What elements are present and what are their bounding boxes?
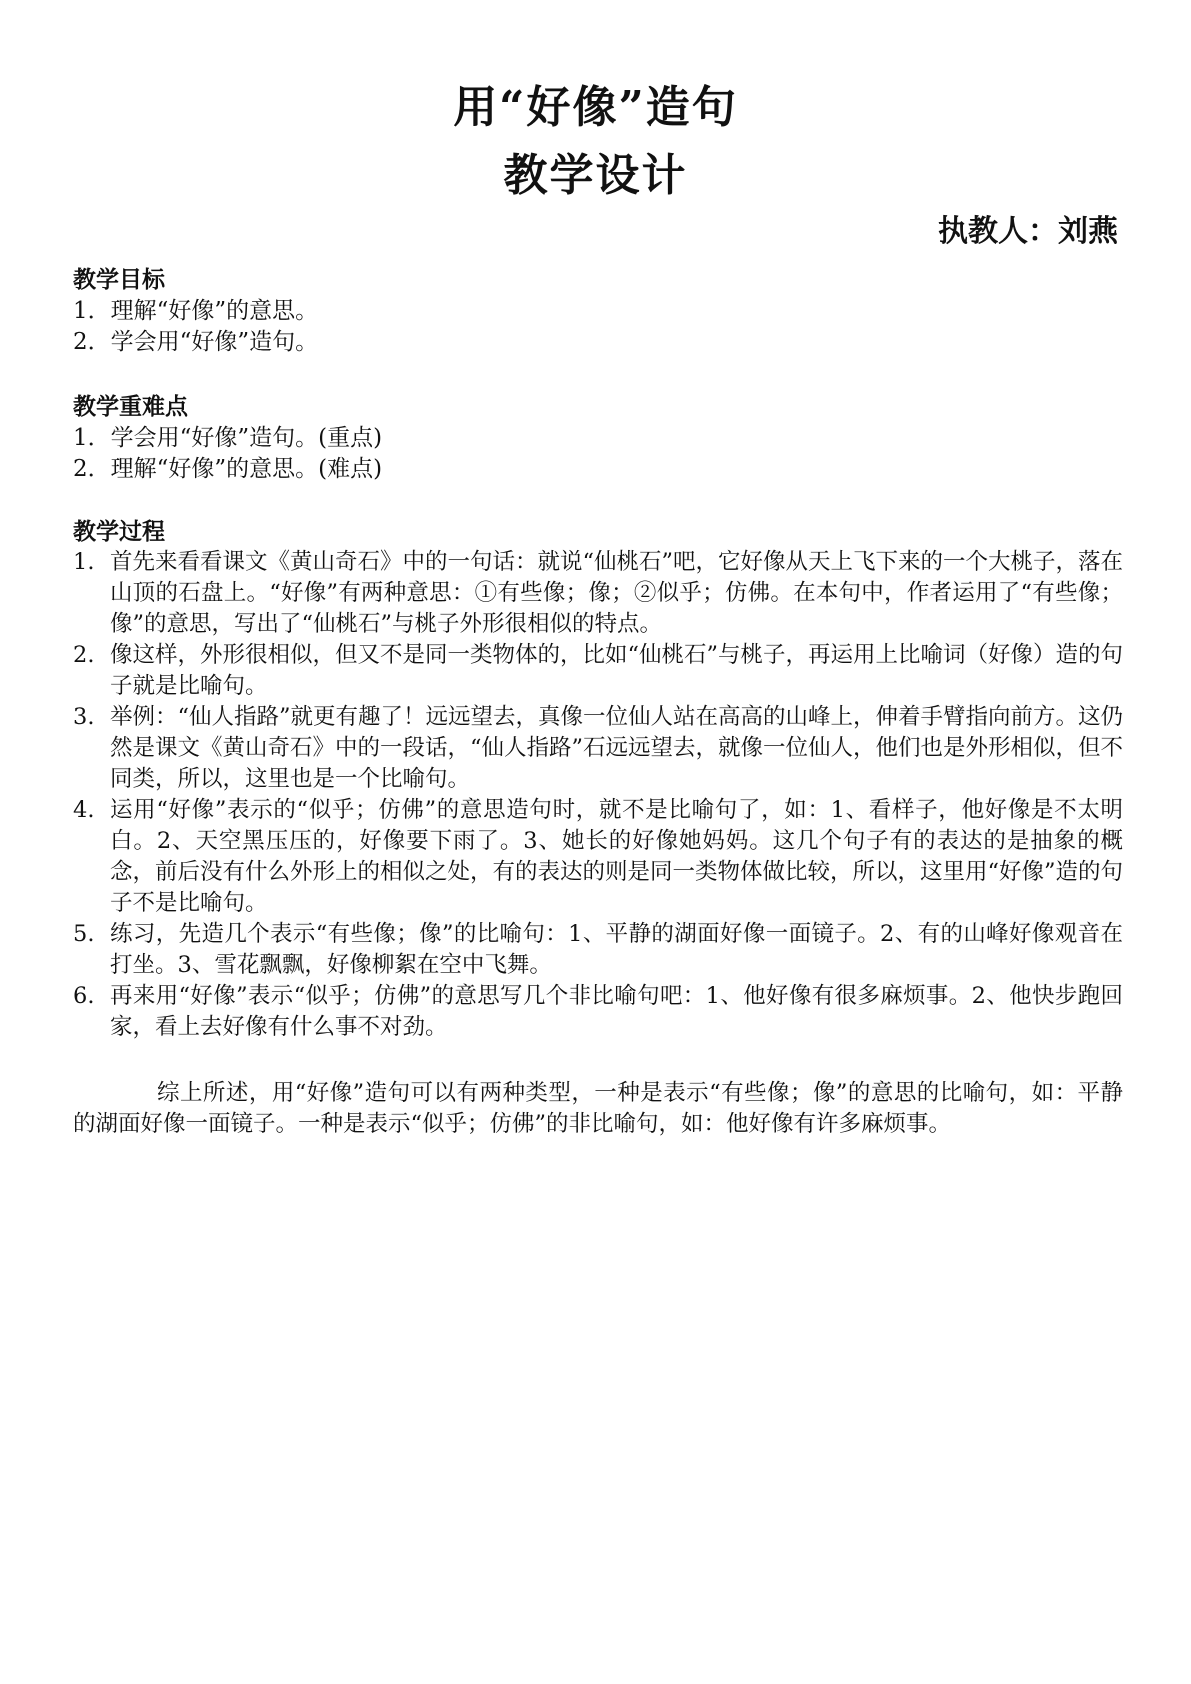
key-point-item: 1．学会用“好像”造句。(重点): [73, 425, 383, 451]
step-text: 像这样，外形很相似，但又不是同一类物体的，比如“仙桃石”与桃子，再运用上比喻词（好像）造的句子就是比喻句。: [110, 642, 1124, 699]
step-number: 4.: [73, 797, 95, 823]
goal-item: 2．学会用“好像”造句。: [73, 329, 319, 355]
summary-paragraph: 综上所述，用“好像”造句可以有两种类型，一种是表示“有些像；像”的意思的比喻句，如：平静的湖面好像一面镜子。一种是表示“似乎；仿佛”的非比喻句，如：他好像有许多麻烦事。: [73, 1080, 1123, 1137]
process-step: [73, 795, 1123, 919]
document-subtitle: 教学设计: [503, 150, 688, 201]
process-heading: 教学过程: [73, 518, 165, 545]
process-step: [73, 981, 1123, 1043]
document-title: 用“好像”造句: [453, 82, 738, 133]
step-number: 2.: [73, 642, 95, 668]
key-point-item: 2．理解“好像”的意思。(难点): [73, 456, 383, 482]
step-text: 练习，先造几个表示“有些像；像”的比喻句：1、平静的湖面好像一面镜子。2、有的山峰好像观音在打坐。3、雪花飘飘，好像柳絮在空中飞舞。: [110, 921, 1123, 978]
process-list: [73, 547, 1123, 1043]
process-step: [73, 919, 1123, 981]
step-number: 6.: [73, 983, 95, 1009]
step-text: 再来用“好像”表示“似乎；仿佛”的意思写几个非比喻句吧：1、他好像有很多麻烦事。2、他快步跑回家，看上去好像有什么事不对劲。: [110, 983, 1123, 1040]
step-text: 运用“好像”表示的“似乎；仿佛”的意思造句时，就不是比喻句了，如：1、看样子，他好像是不太明白。2、天空黑压压的，好像要下雨了。3、她长的好像她妈妈。这几个句子有的表达的是抽象的概念，前后没有什么外形上的相似之处，有的表达的则是同一类物体做比较，所以，这里用“好像”造的句子不是比喻句。: [110, 797, 1124, 916]
author-line: 执教人：刘燕: [938, 214, 1118, 249]
step-number: 1.: [73, 549, 95, 575]
step-text: 首先来看看课文《黄山奇石》中的一句话：就说“仙桃石”吧，它好像从天上飞下来的一个大桃子，落在山顶的石盘上。“好像”有两种意思：①有些像；像；②似乎；仿佛。在本句中，作者运用了“有些像；像”的意思，写出了“仙桃石”与桃子外形很相似的特点。: [110, 549, 1124, 637]
key-points-heading: 教学重难点: [73, 393, 188, 420]
goals-heading: 教学目标: [73, 266, 165, 293]
process-step: [73, 547, 1123, 640]
process-step: [73, 702, 1123, 795]
step-number: 5.: [73, 921, 95, 947]
process-step: [73, 640, 1123, 702]
goal-item: 1．理解“好像”的意思。: [73, 298, 319, 324]
step-number: 3.: [73, 704, 95, 730]
step-text: 举例：“仙人指路”就更有趣了！远远望去，真像一位仙人站在高高的山峰上，伸着手臂指向前方。这仍然是课文《黄山奇石》中的一段话，“仙人指路”石远远望去，就像一位仙人，他们也是外形相似，但不同类，所以，这里也是一个比喻句。: [110, 704, 1124, 792]
